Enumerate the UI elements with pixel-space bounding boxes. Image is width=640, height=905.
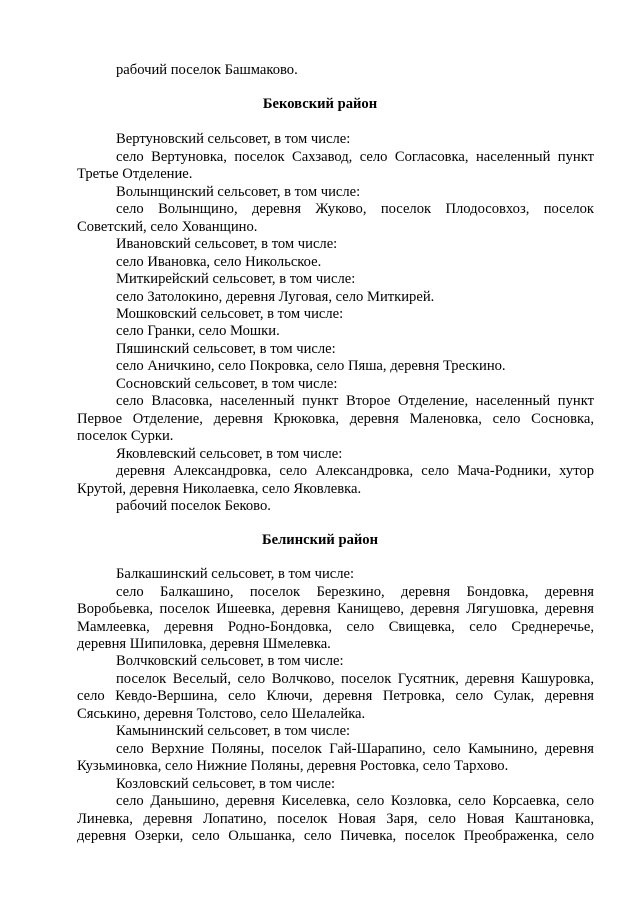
- text-line: Козловский сельсовет, в том числе:: [116, 776, 336, 792]
- text-line: село Ивановка, село Никольское.: [116, 254, 322, 270]
- text-line: Мошковский сельсовет, в том числе:: [116, 306, 344, 322]
- text-line: поселок Сурки.: [77, 428, 174, 444]
- text-line: село Аничкино, село Покровка, село Пяша, деревня Трескино.: [116, 358, 506, 374]
- text-line: Волчковский сельсовет, в том числе:: [116, 653, 344, 669]
- text-line: Яковлевский сельсовет, в том числе:: [116, 446, 343, 462]
- text-line: Ивановский сельсовет, в том числе:: [116, 236, 338, 252]
- text-line: поселок Веселый, село Волчково, поселок Гусятник, деревня Кашуровка,: [116, 671, 594, 687]
- text-line: рабочий поселок Башмаково.: [116, 62, 298, 78]
- text-line: Третье Отделение.: [77, 166, 193, 182]
- text-line: рабочий поселок Беково.: [116, 498, 271, 514]
- text-line: деревня Шипиловка, деревня Шмелевка.: [77, 636, 331, 652]
- section-heading-bekovsky: Бековский район: [262, 96, 378, 112]
- text-line: село Вертуновка, поселок Сахзавод, село Согласовка, населенный пункт: [116, 149, 594, 165]
- text-line: Вертуновский сельсовет, в том числе:: [116, 131, 351, 147]
- text-line: Миткирейский сельсовет, в том числе:: [116, 271, 356, 287]
- text-line: Камынинский сельсовет, в том числе:: [116, 723, 351, 739]
- text-line: село Верхние Поляны, поселок Гай-Шарапино, село Камынино, деревня: [116, 741, 594, 757]
- text-line: село Власовка, населенный пункт Второе Отделение, населенный пункт: [116, 393, 594, 409]
- text-line: деревня Александровка, село Александровка, село Мача-Родники, хутор: [116, 463, 594, 479]
- text-line: Балкашинский сельсовет, в том числе:: [116, 566, 355, 582]
- text-line: село Балкашино, поселок Березкино, деревня Бондовка, деревня: [116, 584, 594, 600]
- text-line: Первое Отделение, деревня Крюковка, деревня Маленовка, село Сосновка,: [77, 411, 594, 427]
- text-line: Сяськино, деревня Толстово, село Шелалейка.: [77, 706, 366, 722]
- text-line: село Кевдо-Вершина, село Ключи, деревня Петровка, село Сулак, деревня: [77, 688, 594, 704]
- text-line: Мамлеевка, деревня Родно-Бондовка, село Свищевка, село Среднеречье,: [77, 619, 594, 635]
- text-line: Линевка, деревня Лопатино, поселок Новая Заря, село Новая Каштановка,: [77, 811, 594, 827]
- text-line: село Даньшино, деревня Киселевка, село Козловка, село Корсаевка, село: [116, 793, 594, 809]
- text-line: село Затолокино, деревня Луговая, село Миткирей.: [116, 289, 435, 305]
- text-line: Кузьминовка, село Нижние Поляны, деревня Ростовка, село Тархово.: [77, 758, 509, 774]
- text-line: Воробьевка, поселок Ишеевка, деревня Канищево, деревня Лягушовка, деревня: [77, 601, 594, 617]
- text-line: Сосновский сельсовет, в том числе:: [116, 376, 338, 392]
- text-line: Советский, село Хованщино.: [77, 219, 258, 235]
- text-line: село Гранки, село Мошки.: [116, 323, 280, 339]
- section-heading-belinsky: Белинский район: [261, 532, 378, 548]
- text-line: Пяшинский сельсовет, в том числе:: [116, 341, 336, 357]
- text-line: Крутой, деревня Николаевка, село Яковлевка.: [77, 481, 362, 497]
- text-line: село Волынщино, деревня Жуково, поселок Плодосовхоз, поселок: [116, 201, 594, 217]
- text-line: Волынщинский сельсовет, в том числе:: [116, 184, 361, 200]
- text-line: деревня Озерки, село Ольшанка, село Пичевка, поселок Преображенка, село: [77, 828, 594, 844]
